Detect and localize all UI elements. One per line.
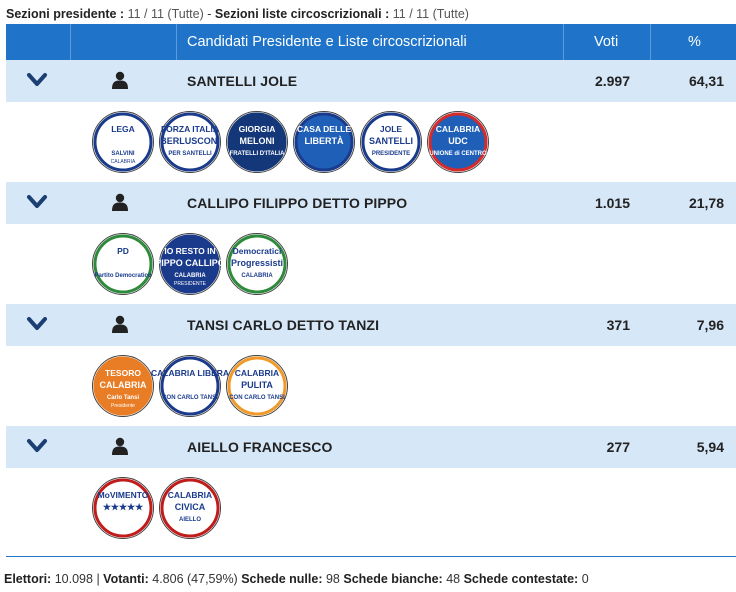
- list-logo-top-text: GIORGIA: [238, 124, 276, 134]
- list-logo-top-text: CALABRIA LIBERA: [150, 368, 230, 378]
- list-logo-top-text: CALABRIA: [435, 124, 481, 134]
- pd-logo: [91, 232, 155, 296]
- schede-contestate-label: Schede contestate:: [463, 572, 579, 586]
- chevron-down-icon[interactable]: [26, 316, 48, 332]
- candidate-row[interactable]: [6, 426, 736, 468]
- user-icon: [111, 315, 129, 333]
- sezioni-presidente-label: Sezioni presidente: [6, 7, 117, 21]
- movimento-5-stelle-logo: [91, 476, 155, 540]
- list-logo-bottom-text: SALVINI: [111, 151, 135, 157]
- list-logo-mid-text: UDC: [448, 136, 468, 146]
- candidate-votes: 1.015: [594, 195, 630, 211]
- list-logos: [6, 224, 736, 304]
- democratici-progressisti-logo: [225, 232, 289, 296]
- tesoro-calabria-logo: [91, 354, 155, 418]
- results-table: [6, 24, 736, 548]
- udc-logo: [426, 110, 490, 174]
- calabria-pulita-logo: [225, 354, 289, 418]
- list-logo-mid-text: LIBERTÀ: [304, 136, 344, 146]
- list-logo-top-text: MoVIMENTO: [97, 490, 149, 500]
- candidate-name: SANTELLI JOLE: [187, 73, 298, 89]
- elettori-label: Elettori:: [4, 572, 52, 586]
- schede-bianche-label: Schede bianche:: [343, 572, 443, 586]
- candidate-row[interactable]: [6, 60, 736, 102]
- list-logo-mid-text: CALABRIA: [99, 380, 147, 390]
- table-bottom-rule: [6, 556, 736, 557]
- user-icon: [111, 193, 129, 211]
- list-logo-small-text: Presidente: [111, 403, 135, 409]
- header-votes: Voti: [594, 34, 619, 50]
- votanti-label: Votanti:: [103, 572, 149, 586]
- list-logo-mid-text: ★★★★★: [102, 502, 144, 512]
- list-logo-mid-text: MELONI: [239, 136, 275, 146]
- candidate-name: TANSI CARLO DETTO TANZI: [187, 317, 380, 333]
- chevron-down-icon[interactable]: [26, 194, 48, 210]
- user-icon: [111, 71, 129, 89]
- list-logo-top-text: CALABRIA: [167, 490, 213, 500]
- list-logo-top-text: FORZA ITALIA: [160, 124, 220, 134]
- forza-italia-logo: [158, 110, 222, 174]
- header-divider: [563, 24, 564, 60]
- header-divider: [650, 24, 651, 60]
- list-logo-top-text: JOLE: [379, 124, 403, 134]
- list-logo-top-text: LEGA: [111, 124, 135, 134]
- list-logos: [6, 346, 736, 426]
- fratelli-italia-logo: [225, 110, 289, 174]
- schede-nulle-value: 98: [325, 572, 340, 586]
- header-candidates: Candidati Presidente e Liste circoscrizionali: [187, 34, 467, 50]
- list-logo-bottom-text: PER SANTELLI: [168, 151, 212, 157]
- sezioni-liste-value: 11 / 11 (Tutte): [392, 7, 469, 21]
- elettori-value: 10.098: [54, 572, 93, 586]
- sezioni-liste-label: Sezioni liste circoscrizionali: [214, 7, 382, 21]
- list-logo-bottom-text: Carlo Tansi: [106, 395, 140, 401]
- list-logos: [6, 468, 736, 548]
- list-logo-top-text: Democratici: [232, 246, 282, 256]
- list-logo-mid-text: BERLUSCONI: [160, 136, 220, 146]
- candidate-row[interactable]: [6, 304, 736, 346]
- candidate-percent: 7,96: [696, 317, 724, 333]
- list-logo-mid-text: CIVICA: [174, 502, 206, 512]
- chevron-down-icon[interactable]: [26, 438, 48, 454]
- list-logo-mid-text: PULITA: [241, 380, 273, 390]
- list-logo-top-text: TESORO: [105, 368, 141, 378]
- list-logo-bottom-text: FRATELLI D'ITALIA: [229, 151, 285, 157]
- list-logo-bottom-text: CALABRIA: [174, 273, 206, 279]
- user-icon: [111, 437, 129, 455]
- lega-salvini-logo: [91, 110, 155, 174]
- header-percent: %: [688, 34, 701, 50]
- candidate-votes: 371: [606, 317, 630, 333]
- candidate-rows: [6, 60, 736, 548]
- candidate-percent: 5,94: [696, 439, 724, 455]
- list-logo-bottom-text: Partito Democratico: [94, 273, 152, 279]
- list-logo-bottom-text: CALABRIA: [241, 273, 273, 279]
- list-logo-bottom-text: PRESIDENTE: [371, 151, 411, 157]
- calabria-libera-logo: [150, 354, 230, 418]
- table-header: [6, 24, 736, 60]
- list-logo-top-text: CALABRIA: [234, 368, 280, 378]
- candidate-percent: 64,31: [688, 73, 724, 89]
- votanti-value: 4.806 (47,59%): [152, 572, 238, 586]
- summary-separator: -: [207, 7, 212, 21]
- footer-separator: |: [96, 572, 100, 586]
- candidate-row[interactable]: [6, 182, 736, 224]
- sezioni-presidente-value: 11 / 11 (Tutte): [127, 7, 204, 21]
- header-divider: [176, 24, 177, 60]
- io-resto-calabria-logo: [155, 232, 225, 296]
- list-logo-bottom-text: CON CARLO TANSI: [162, 395, 218, 401]
- schede-contestate-value: 0: [581, 572, 589, 586]
- schede-bianche-value: 48: [446, 572, 461, 586]
- list-logo-mid-text: PIPPO CALLIPO: [155, 258, 225, 268]
- sections-summary: Sezioni presidente : 11 / 11 (Tutte) - Sezioni liste circoscrizionali : 11 / 11 (Tutte): [6, 7, 469, 21]
- list-logo-small-text: PRESIDENTE: [174, 281, 206, 287]
- schede-nulle-label: Schede nulle:: [241, 572, 323, 586]
- list-logo-small-text: CALABRIA: [110, 159, 136, 165]
- list-logo-bottom-text: CON CARLO TANSI: [229, 395, 285, 401]
- candidate-votes: 277: [606, 439, 630, 455]
- list-logo-bottom-text: AIELLO: [179, 517, 201, 523]
- candidate-percent: 21,78: [688, 195, 724, 211]
- list-logo-bottom-text: UNIONE di CENTRO: [429, 151, 487, 157]
- header-divider: [70, 24, 71, 60]
- list-logo-mid-text: SANTELLI: [369, 136, 413, 146]
- casa-liberta-logo: [292, 110, 356, 174]
- candidate-name: CALLIPO FILIPPO DETTO PIPPO: [187, 195, 408, 211]
- chevron-down-icon[interactable]: [26, 72, 48, 88]
- list-logos: [6, 102, 736, 182]
- list-logo-top-text: CASA DELLE: [297, 124, 351, 134]
- candidate-votes: 2.997: [594, 73, 630, 89]
- turnout-footer: [4, 572, 589, 586]
- candidate-name: AIELLO FRANCESCO: [187, 439, 333, 455]
- list-logo-top-text: PD: [117, 246, 129, 256]
- list-logo-top-text: IO RESTO IN: [164, 246, 216, 256]
- list-logo-mid-text: Progressisti: [230, 258, 284, 268]
- jole-santelli-logo: [359, 110, 423, 174]
- calabria-civica-logo: [158, 476, 222, 540]
